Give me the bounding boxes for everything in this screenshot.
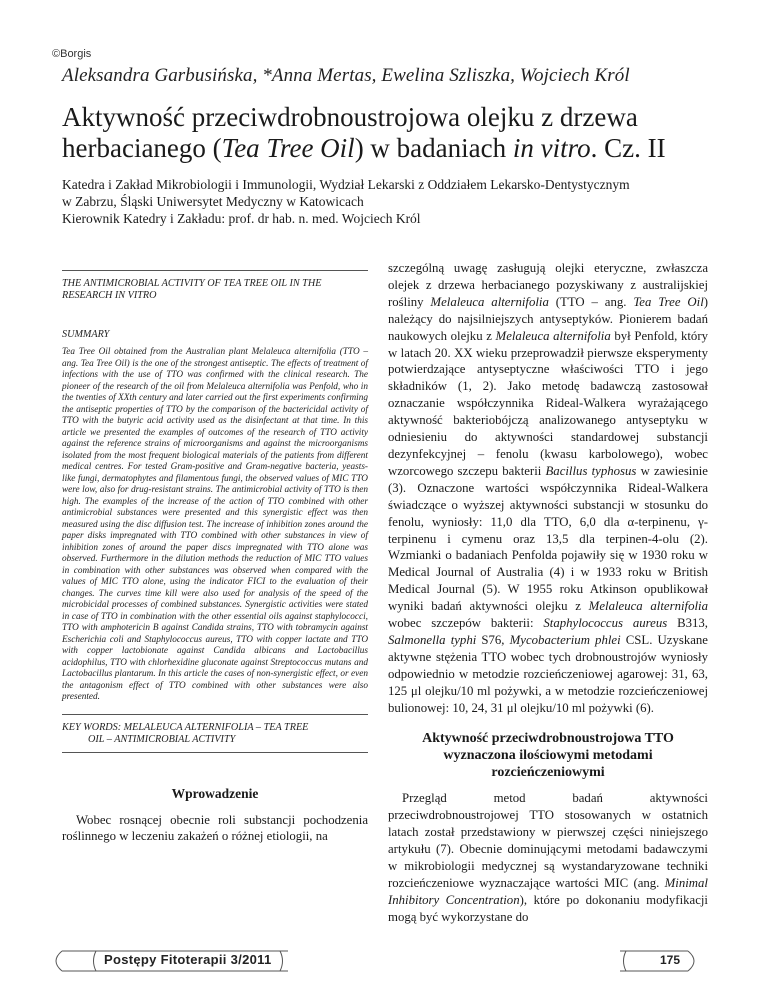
species-name: Bacillus typhosus (545, 463, 637, 478)
text-run: CSL. Uzyskane aktywne stężenia TTO wobec tych drobnoustrojów wyniosły odpowiednio w metodzie rozcieńczeniowej agarowej: 31, 63, 125 μl olejku/10 ml pożywki, a w metodzie rozcieńczeniowej bulionowej: 10, 24, 31 μl olejku/10 ml pożywki (6). (388, 632, 708, 715)
body-paragraph (388, 260, 708, 716)
divider (62, 752, 368, 753)
affiliation-line: w Zabrzu, Śląski Uniwersytet Medyczny w Katowicach (62, 194, 364, 209)
intro-heading: Wprowadzenie (171, 785, 259, 801)
footer-page (620, 950, 702, 972)
text-run: B313, (667, 616, 708, 631)
species-name: Staphylococcus aureus (543, 616, 668, 631)
text-run: (TTO – ang. (548, 294, 634, 309)
title-italic-1: Tea Tree Oil (221, 133, 355, 163)
summary-heading: SUMMARY (62, 329, 110, 340)
copyright-notice: ©Borgis (52, 48, 92, 60)
species-name: Melaleuca alternifolia (430, 294, 549, 309)
footer-journal (48, 950, 298, 972)
body-paragraph (388, 790, 708, 925)
text-run: ), które po dokonaniu modyfikacji mogą być wykorzystane do (388, 892, 708, 924)
affiliation-line: Kierownik Katedry i Zakładu: prof. dr hab. n. med. Wojciech Król (62, 211, 421, 226)
text-run: szczególną uwagę zasługują olejki eteryczne, zwłaszcza olejek z drzewa herbacianego pozyskiwany z australijskiej rośliny (388, 261, 708, 309)
text-run: ) należący do najsilniejszych antyseptyków. Pionierem badań naukowych olejku z (388, 294, 709, 343)
english-title: THE ANTIMICROBIAL ACTIVITY OF TEA TREE OIL IN THE RESEARCH IN VITRO (62, 278, 322, 301)
keywords (62, 714, 368, 746)
title-text-3: . Cz. II (590, 133, 666, 163)
term-italic: Tea Tree Oil (633, 294, 704, 309)
summary-text: Tea Tree Oil obtained from the Australian plant Melaleuca alternifolia (TTO – ang. Tea Tree Oil) is the one of the strongest antiseptic. The effects of treatment of infections with the use of TTO was confirmed with the clinical research. The pioneer of the research of the oil from Melaleuca alternifolia was Penfold, who in the twenties of XXth century and later carried out the first experiments confirming the antiseptic properties of TTO by the comparison of the bactericidal activity of TTO with the butyric acid activity used as the disinfectant at that time. In this article we presented the examples of outcomes of the research of TTO activity against the reference strains of microorganisms and against the microorganisms isolated from the most frequent biological materials of the patients from different medical centres. For tested Gram-positive and Gram-negative bacteria, yeasts-like fungi, dermatophytes and filamentous fungi, the observed values of MIC TTO were low, also for drug-resistant strains. The antimicrobial activity of TTO is then high. The examples of the increase of the action of TTO combined with other antimicrobial substances were presented and this synergistic effect was then measured using the disc diffusion test. The increase of inhibition zones around the paper disks impregnated with TTO combined with other substances in view of inhibition zones of around the paper discs impregnated with TTO alone was observed. Furthermore in the dilution methods the reduction of MIC TTO values in combination with other substances was observed when compared with the values of MIC TTO alone, using the indicator FICI to the evaluation of their changes. The curves time kill were also used for analysis of the speed of the microbicidal processes of combined substances. Synergistic activities were stated in case of TTO in combination with the other essential oils against staphylococci, TTO with amphotericin B against Candida strains, TTO with tobramycin against Escherichia coli and Staphylococcus aureus, TTO with copper lactate and TTO with copper lactobionate against Candida albicans and Lactobacillus acidophilus, TTO with chlorhexidine gluconate against Streptococcus mutans and Lactobacillus plantarum. In this article the cases of non-synergistic effect, or even the antagonism effect of TTO combined with other substances were also presented. (62, 347, 368, 702)
term-italic: Minimal Inhibitory Concentration (388, 876, 708, 907)
text-run: Przegląd metod badań aktywności przeciwdrobnoustrojowej TTO stosowanych w ostatnich latach został przedstawiony w pierwszej części niniejszego artykułu (7). Obecnie dominującymi metodami badawczymi w mikrobiologii medycznej są wystandaryzowane techniki rozcieńczeniowe wyznaczające wartości MIC (ang. (388, 791, 708, 890)
article-title (62, 102, 742, 164)
affiliation-line: Katedra i Zakład Mikrobiologii i Immunologii, Wydział Lekarski z Oddziałem Lekarsko-Dentystycznym (62, 177, 630, 192)
species-name: Melaleuca alternifolia (588, 599, 708, 614)
keywords-line: KEY WORDS: MELALEUCA ALTERNIFOLIA – TEA TREE (62, 721, 309, 733)
section-heading: Aktywność przeciwdrobnoustrojowa TTO wyznaczona ilościowymi metodami rozcieńczeniowymi (422, 731, 674, 781)
text-run: wobec szczepów bakterii: (388, 616, 544, 631)
text-run: był Penfold, który w latach 20. XX wieku przeprowadził pierwsze eksperymenty potwierdzające antyseptyczne właściwości TTO i jego składników (1, 2). Jako metodę badawczą zastosował oznaczanie współczynnika Rideal-Walkera wyrażającego aktywność bakteriobójczą analizowanego antyseptyku w odniesieniu do aktywności standardowej substancji dezynfekcyjnej – fenolu (kwasu karbolowego), wobec wzorcowego szczepu bakterii (388, 328, 708, 478)
authors: Aleksandra Garbusińska, *Anna Mertas, Ewelina Szliszka, Wojciech Król (62, 65, 630, 86)
title-italic-2: in vitro (512, 133, 591, 163)
species-name: Melaleuca alternifolia (495, 328, 611, 343)
text-run: S76, (476, 632, 510, 647)
left-column (62, 270, 368, 845)
page-number: 175 (659, 953, 680, 967)
right-column (388, 260, 708, 926)
keywords-line: OIL – ANTIMICROBIAL ACTIVITY (88, 733, 236, 745)
species-name: Salmonella typhi (388, 632, 477, 647)
intro-paragraph: Wobec rosnącej obecnie roli substancji pochodzenia roślinnego w leczeniu zakażeń o różnej etiologii, na (62, 812, 368, 844)
title-text-1: Aktywność przeciwdrobnoustrojowa olejku z drzewa herbacianego ( (62, 102, 638, 163)
title-text-2: ) w badaniach (354, 133, 513, 163)
species-name: Mycobacterium phlei (509, 632, 621, 647)
journal-name: Postępy Fitoterapii 3/2011 (104, 952, 272, 967)
affiliation (62, 176, 742, 227)
divider (62, 270, 368, 271)
text-run: w zawiesinie (3). Oznaczone wartości współczynnika Rideal-Walkera świadczące o wyższej aktywności substancji w stosunku do fenolu, wyniosły: 11,0 dla TTO, 6,0 dla α-terpinenu, γ-terpinenu i cymenu oraz 13,5 dla terpinen-4-olu (2). Wzmianki o badaniach Penfolda pojawiły się w 1930 roku w Medical Journal of Australia (4) i w 1933 roku w British Medical Journal (5). W 1955 roku Atkinson opublikował wyniki badań aktywności olejku z (388, 463, 708, 614)
